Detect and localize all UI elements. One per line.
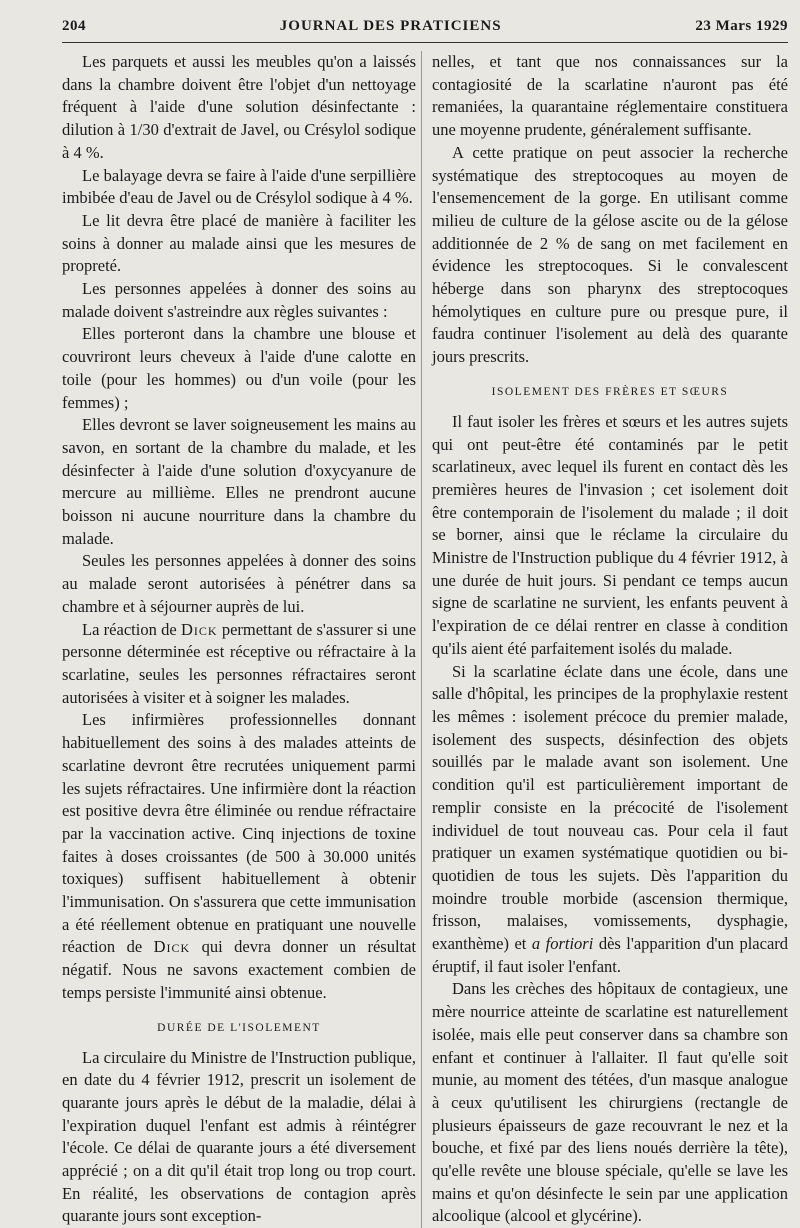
journal-title: JOURNAL DES PRATICIENS bbox=[279, 18, 502, 34]
page-header bbox=[62, 18, 788, 43]
right-column bbox=[421, 51, 788, 1228]
text-columns bbox=[62, 51, 788, 1228]
paragraph: Le lit devra être placé de manière à faciliter les soins à donner au malade ainsi que les mesures de propreté. bbox=[62, 210, 416, 276]
text-run: La réaction de bbox=[82, 619, 177, 639]
paragraph: nelles, et tant que nos connaissances sur la contagiosité de la scarlatine n'auront pas été remaniées, la quarantaine réglementaire constituera une moyenne prudente, généralement suffisante. bbox=[432, 52, 788, 140]
paragraph: Les personnes appelées à donner des soins au malade doivent s'astreindre aux règles suivantes : bbox=[62, 279, 416, 321]
text-run: Les infirmières professionnelles donnant habituellement des soins à des malades atteints de scarlatine devront être recrutées uniquement parmi les sujets réfractaires. Une infirmière dont la réaction est positive devra être éliminée ou rendue réfractaire par la vaccination active. Cinq injections de toxine faites à doses croissantes (de 500 à 30.000 unités toxiques) suffisent habituellement à obtenir l'immunisation. On s'assurera que cette immunisation a été réellement obtenue en pratiquant une nouvelle réaction de bbox=[62, 710, 416, 957]
italic-phrase: a fortiori bbox=[531, 934, 594, 954]
paragraph: Les parquets et aussi les meubles qu'on a laissés dans la chambre doivent être l'objet d'un nettoyage fréquent à l'aide d'une solution désinfectante : dilution à 1/30 d'extrait de Javel, ou Crésylol sodique à 4 %. bbox=[62, 52, 416, 162]
paragraph: Le balayage devra se faire à l'aide d'une serpillière imbibée d'eau de Javel ou de Crésylol sodique à 4 %. bbox=[62, 165, 416, 208]
text-run: dès l'apparition d'un placard éruptif, il faut isoler l'enfant. bbox=[432, 934, 789, 976]
paragraph bbox=[62, 619, 416, 710]
paragraph bbox=[432, 661, 788, 979]
paragraph: Elles devront se laver soigneusement les mains au savon, en sortant de la chambre du malade, et les désinfecter à l'aide d'une solution d'oxycyanure de mercure au millième. Elles ne prendront aucune boisson ni aucune nourriture dans la chambre du malade. bbox=[62, 415, 416, 548]
issue-date: 23 Mars 1929 bbox=[695, 18, 788, 34]
dick-name: Dick bbox=[153, 937, 191, 957]
dick-name: Dick bbox=[180, 619, 218, 639]
page-number: 204 bbox=[62, 18, 86, 34]
paragraph: Elles porteront dans la chambre une blouse et couvriront leurs cheveux à l'aide d'une calotte en toile (pour les hommes) ou d'un voile (pour les femmes) ; bbox=[62, 324, 416, 412]
section-heading: DURÉE DE L'ISOLEMENT bbox=[157, 1021, 321, 1034]
left-column bbox=[62, 51, 416, 1228]
text-run: qui devra donner un résultat négatif. Nous ne savons exactement combien de temps persiste l'immunité ainsi obtenue. bbox=[62, 937, 417, 1002]
paragraph: A cette pratique on peut associer la recherche systématique des streptocoques au moyen de l'ensemencement de la gorge. En utilisant comme milieu de culture de la gélose ascite ou de la gélose additionnée de 2 % de sang on met facilement en évidence les streptocoques. Si le convalescent héberge dans son pharynx des streptocoques hémolytiques en culture pure ou presque pure, il faudra continuer l'isolement au delà des quarante jours prescrits. bbox=[432, 142, 788, 367]
paragraph: La circulaire du Ministre de l'Instruction publique, en date du 4 février 1912, prescrit un isolement de quarante jours après le début de la maladie, délai à l'expiration duquel l'enfant est admis à réintégrer l'école. Ce délai de quarante jours a été diversement apprécié ; on a dit qu'il était trop long ou trop court. En réalité, les observations de contagion après quarante jours sont exception- bbox=[62, 1047, 416, 1226]
section-heading: ISOLEMENT DES FRÈRES ET SŒURS bbox=[491, 385, 729, 398]
text-run: Si la scarlatine éclate dans une école, dans une salle d'hôpital, les principes de la prophylaxie restent les mêmes : isolement précoce du premier malade, isolement des suspects, désinfection des objets souillés par le malade avant son isolement. Une condition qu'il est particulièrement important de remplir consiste en la précocité de l'isolement individuel de tout nouveau cas. Pour cela il faut pratiquer un examen systématique quotidien ou bi-quotidien de tous les sujets. Dès l'apparition du moindre trouble morbide (ascension thermique, frisson, malaises, vomissements, dysphagie, exanthème) et bbox=[432, 661, 788, 954]
paragraph bbox=[62, 709, 416, 1004]
paragraph: Dans les crèches des hôpitaux de contagieux, une mère nourrice atteinte de scarlatine est naturellement isolée, mais elle peut conserver dans sa chambre son enfant et continuer à l'allaiter. Il faut qu'elle soit munie, au moment des tétées, d'un masque analogue à ceux qu'utilisent les chirurgiens (rectangle de plusieurs épaisseurs de gaze recouvrant le nez et la bouche, et fixé par des liens noués derrière la tête), qu'elle revête une blouse spéciale, qu'elle se lave les mains et qu'on désinfecte le sein par une application alcoolique (alcool et glycérine). bbox=[432, 979, 788, 1226]
paragraph: Seules les personnes appelées à donner des soins au malade seront autorisées à pénétrer dans sa chambre et à séjourner auprès de lui. bbox=[62, 551, 416, 616]
paragraph: Il faut isoler les frères et sœurs et les autres sujets qui ont peut-être été contaminés par le petit scarlatineux, avec lequel ils furent en contact dès les premières heures de l'invasion ; cet isolement doit être contemporain de l'isolement du malade ; il doit se borner, ainsi que le réclame la circulaire du Ministre de l'Instruction publique du 4 février 1912, à une durée de huit jours. Si pendant ce temps aucun signe de scarlatine ne survient, les enfants peuvent à l'expiration de ce délai rentrer en classe à condition qu'ils aient été parfaitement isolés du malade. bbox=[432, 411, 788, 658]
text-run: permettant de s'assurer si une personne déterminée est réceptive ou réfractaire à la scarlatine, seules les personnes réfractaires seront autorisées à visiter et à soigner les malades. bbox=[62, 619, 417, 707]
